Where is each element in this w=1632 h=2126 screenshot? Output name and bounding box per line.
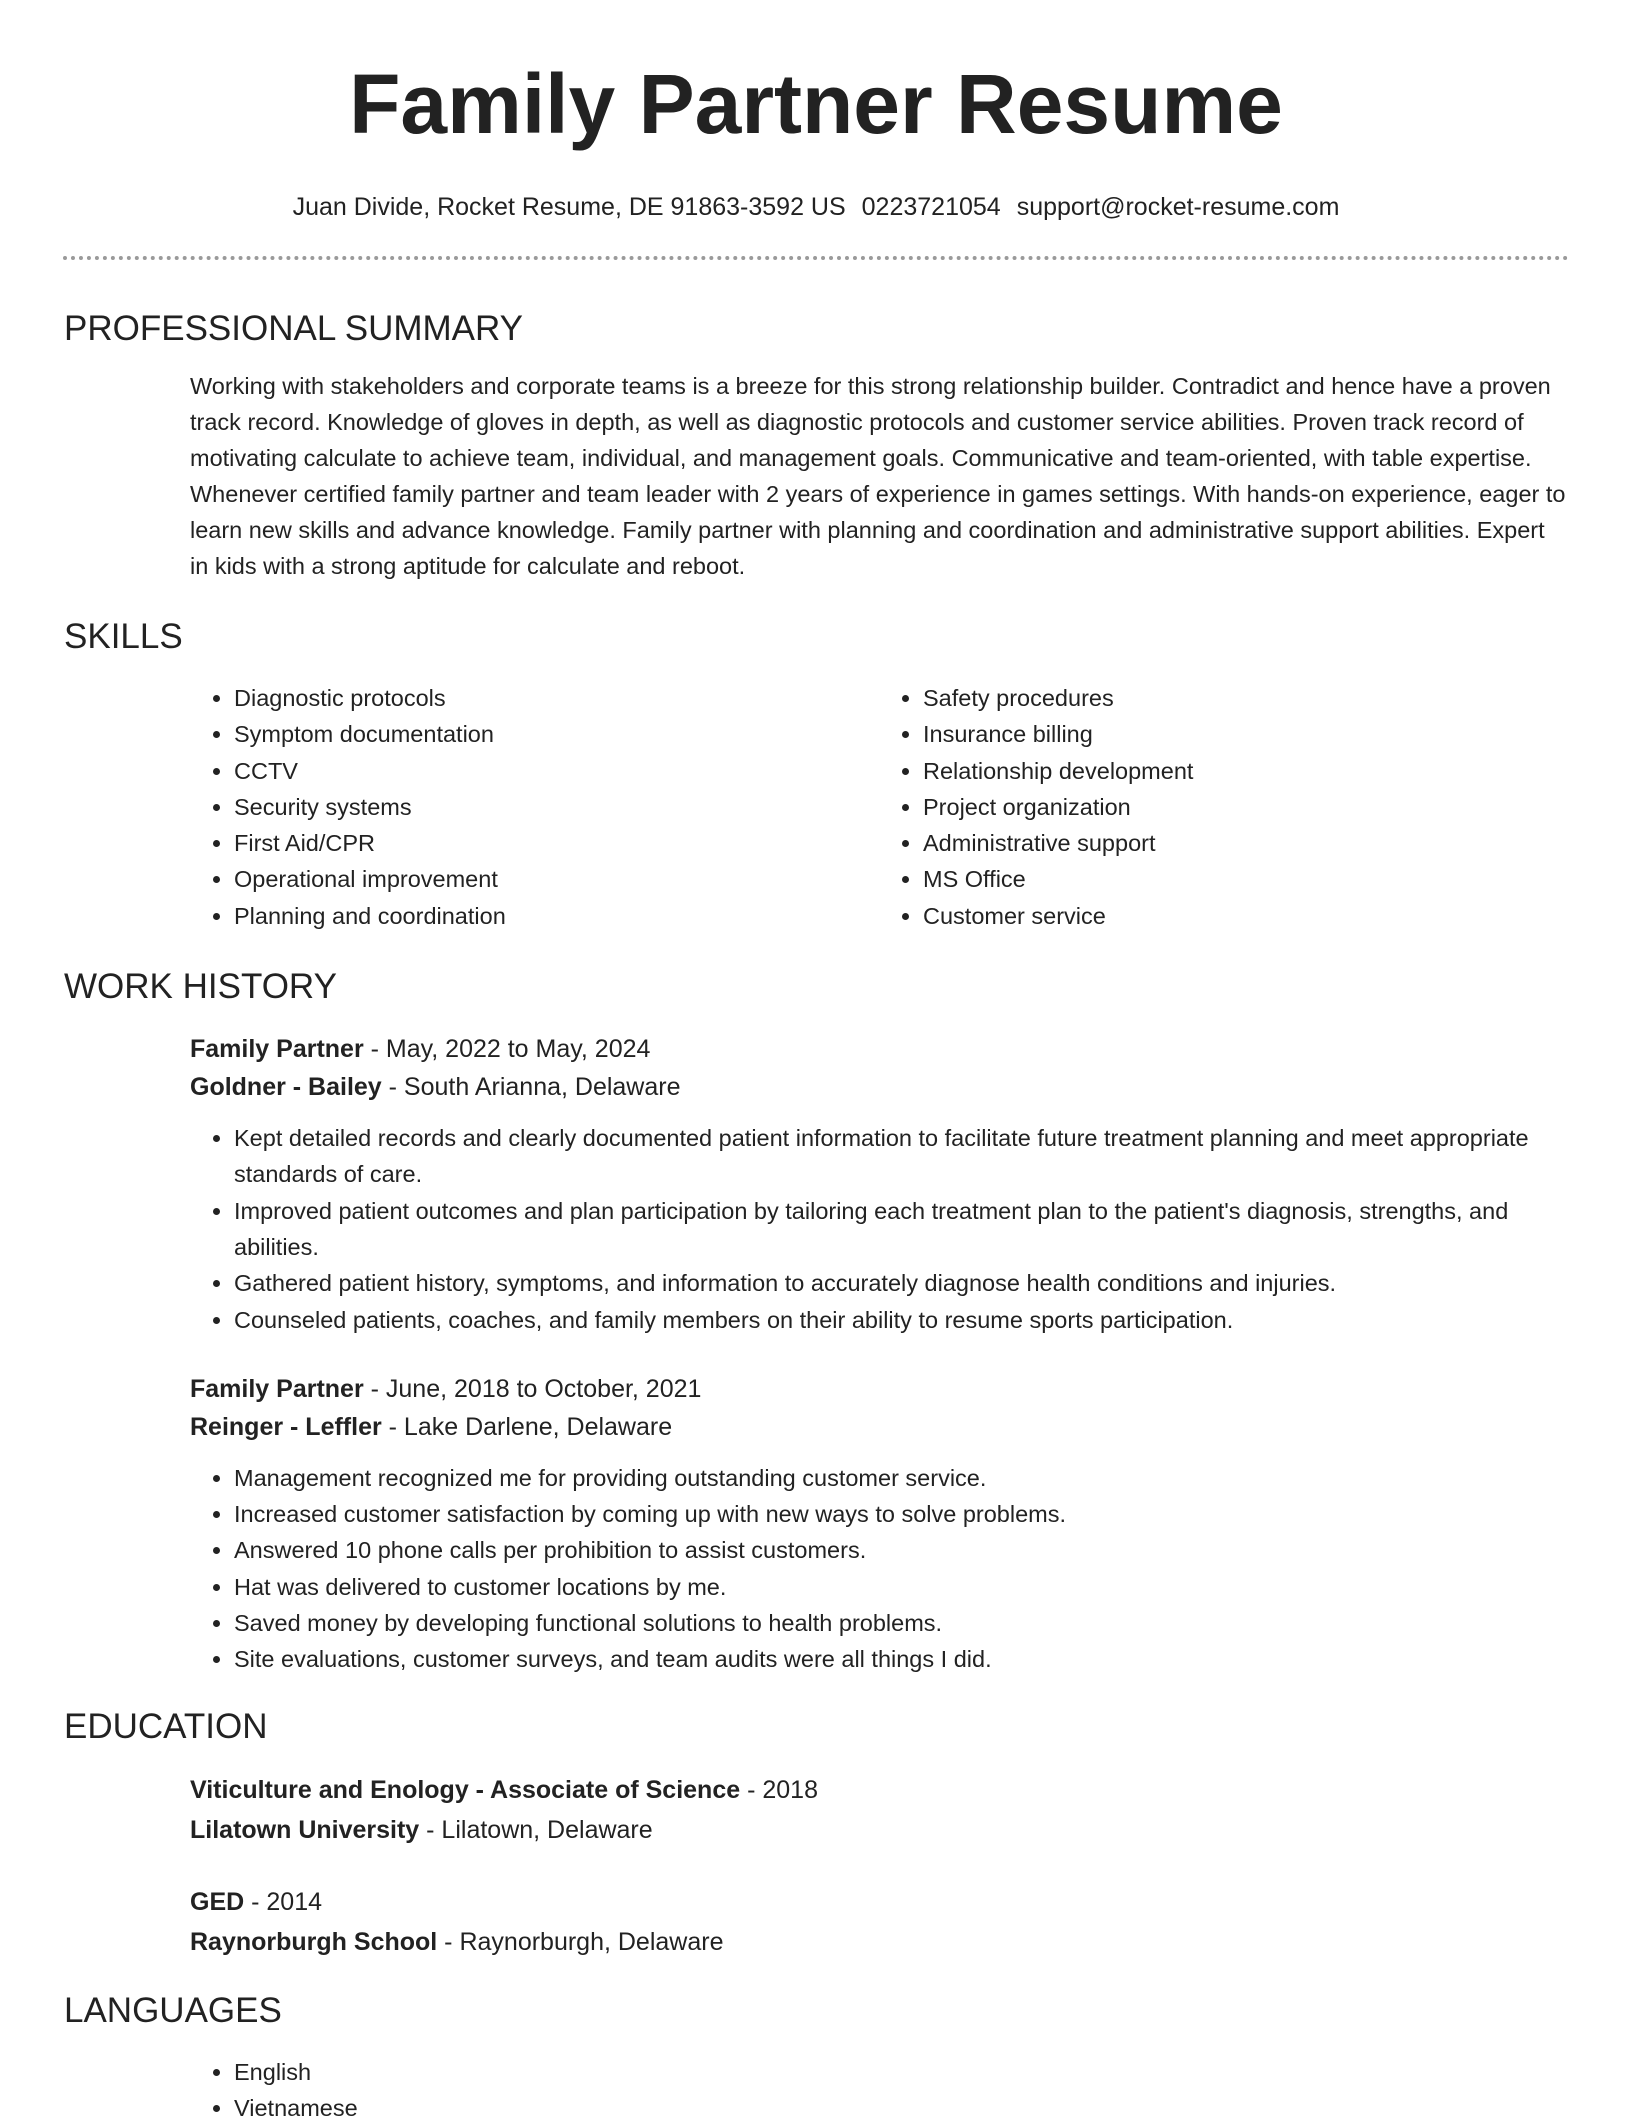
job-duty: • Kept detailed records and clearly documented patient information to facilitate future treatment planning and meet appropriate standards of care. xyxy=(234,1120,1568,1193)
job-role: Family Partner xyxy=(190,1035,364,1064)
education-section xyxy=(64,1706,1568,1962)
job-role: Family Partner xyxy=(190,1374,364,1403)
skill-item: • Symptom documentation xyxy=(234,716,879,752)
skill-item: • Safety procedures xyxy=(923,680,1568,716)
education-entry xyxy=(190,1882,1568,1962)
languages-section xyxy=(64,1990,1568,2126)
degree-line xyxy=(190,1770,1568,1810)
job-company: Goldner - Bailey xyxy=(190,1073,382,1102)
degree-year: - 2018 xyxy=(740,1775,818,1804)
job-company: Reinger - Leffler xyxy=(190,1412,382,1441)
section-title-education: EDUCATION xyxy=(64,1706,268,1746)
languages-list xyxy=(190,2054,1568,2126)
job-duty: • Increased customer satisfaction by coming up with new ways to solve problems. xyxy=(234,1496,1568,1532)
job-duty: • Site evaluations, customer surveys, and team audits were all things I did. xyxy=(234,1641,1568,1677)
skills-list-left xyxy=(190,680,879,934)
skill-item: • Administrative support xyxy=(923,825,1568,861)
job-duty: • Answered 10 phone calls per prohibition to assist customers. xyxy=(234,1532,1568,1568)
skill-item: • MS Office xyxy=(923,861,1568,897)
degree-name: GED xyxy=(190,1887,245,1916)
school-location: - Lilatown, Delaware xyxy=(419,1815,653,1844)
school-line xyxy=(190,1810,1568,1850)
resume-header xyxy=(0,0,1632,222)
degree-year: - 2014 xyxy=(244,1887,323,1916)
language-item: • English xyxy=(234,2054,1568,2090)
skills-section xyxy=(64,616,1568,934)
skill-item: • Relationship development xyxy=(923,753,1568,789)
job-duty: • Improved patient outcomes and plan participation by tailoring each treatment plan to the patient's diagnosis, strengths, and abilities. xyxy=(234,1193,1568,1266)
job-title-line xyxy=(190,1030,1568,1068)
job-dates: - May, 2022 to May, 2024 xyxy=(363,1035,651,1064)
skill-item: • Project organization xyxy=(923,789,1568,825)
summary-text: Working with stakeholders and corporate teams is a breeze for this strong relationship builder. Contradict and hence have a proven track record. Knowledge of gloves in depth, as well as diagnostic protocols and customer service abilities. Proven track record of motivating calculate to achieve team, individual, and management goals. Communicative and team-oriented, with table expertise. Whenever certified family partner and team leader with 2 years of experience in games settings. With hands-on experience, eager to learn new skills and advance knowledge. Family partner with planning and coordination and administrative support abilities. Expert in kids with a strong aptitude for calculate and reboot. xyxy=(190,373,1566,579)
skill-item: • CCTV xyxy=(234,753,879,789)
professional-summary-section xyxy=(64,308,1568,584)
degree-name: Viticulture and Enology - Associate of Science xyxy=(190,1775,741,1804)
language-item: • Vietnamese xyxy=(234,2090,1568,2126)
school-name: Raynorburgh School xyxy=(190,1927,438,1956)
skill-item: • Security systems xyxy=(234,789,879,825)
job-duty: • Hat was delivered to customer locations by me. xyxy=(234,1569,1568,1605)
skill-item: • Customer service xyxy=(923,898,1568,934)
skill-item: • Diagnostic protocols xyxy=(234,680,879,716)
school-location: - Raynorburgh, Delaware xyxy=(437,1927,724,1956)
job-duty: • Gathered patient history, symptoms, and information to accurately diagnose health conditions and injuries. xyxy=(234,1265,1568,1301)
contact-phone: 0223721054 xyxy=(861,193,1001,221)
contact-email[interactable]: support@rocket-resume.com xyxy=(1016,193,1340,221)
skill-item: • Insurance billing xyxy=(923,716,1568,752)
job-title-line xyxy=(190,1370,1568,1408)
resume-title: Family Partner Resume xyxy=(349,57,1283,151)
contact-address: Juan Divide, Rocket Resume, DE 91863-3592 US xyxy=(292,193,846,221)
job-location: - South Arianna, Delaware xyxy=(381,1073,681,1102)
skill-item: • First Aid/CPR xyxy=(234,825,879,861)
job-company-line xyxy=(190,1408,1568,1446)
section-title-skills: SKILLS xyxy=(64,617,183,656)
job-entry xyxy=(190,1370,1568,1678)
section-title-languages: LANGUAGES xyxy=(64,1990,282,2030)
education-entry xyxy=(190,1770,1568,1850)
job-location: - Lake Darlene, Delaware xyxy=(381,1412,673,1441)
job-company-line xyxy=(190,1068,1568,1106)
job-entry xyxy=(190,1030,1568,1338)
contact-line xyxy=(0,192,1632,222)
skill-item: • Planning and coordination xyxy=(234,898,879,934)
job-duties-list xyxy=(190,1460,1568,1678)
job-duty: • Counseled patients, coaches, and family members on their ability to resume sports participation. xyxy=(234,1302,1568,1338)
header-divider xyxy=(63,256,1569,260)
skills-list-right xyxy=(879,680,1568,934)
work-history-section xyxy=(64,966,1568,1678)
section-title-summary: PROFESSIONAL SUMMARY xyxy=(64,309,523,348)
skills-grid xyxy=(190,680,1568,934)
skill-item: • Operational improvement xyxy=(234,861,879,897)
job-duty: • Saved money by developing functional solutions to health problems. xyxy=(234,1605,1568,1641)
section-title-work: WORK HISTORY xyxy=(64,967,337,1007)
school-name: Lilatown University xyxy=(190,1815,420,1844)
degree-line xyxy=(190,1882,1568,1922)
job-dates: - June, 2018 to October, 2021 xyxy=(363,1374,702,1403)
job-duty: • Management recognized me for providing outstanding customer service. xyxy=(234,1460,1568,1496)
school-line xyxy=(190,1922,1568,1962)
job-duties-list xyxy=(190,1120,1568,1338)
